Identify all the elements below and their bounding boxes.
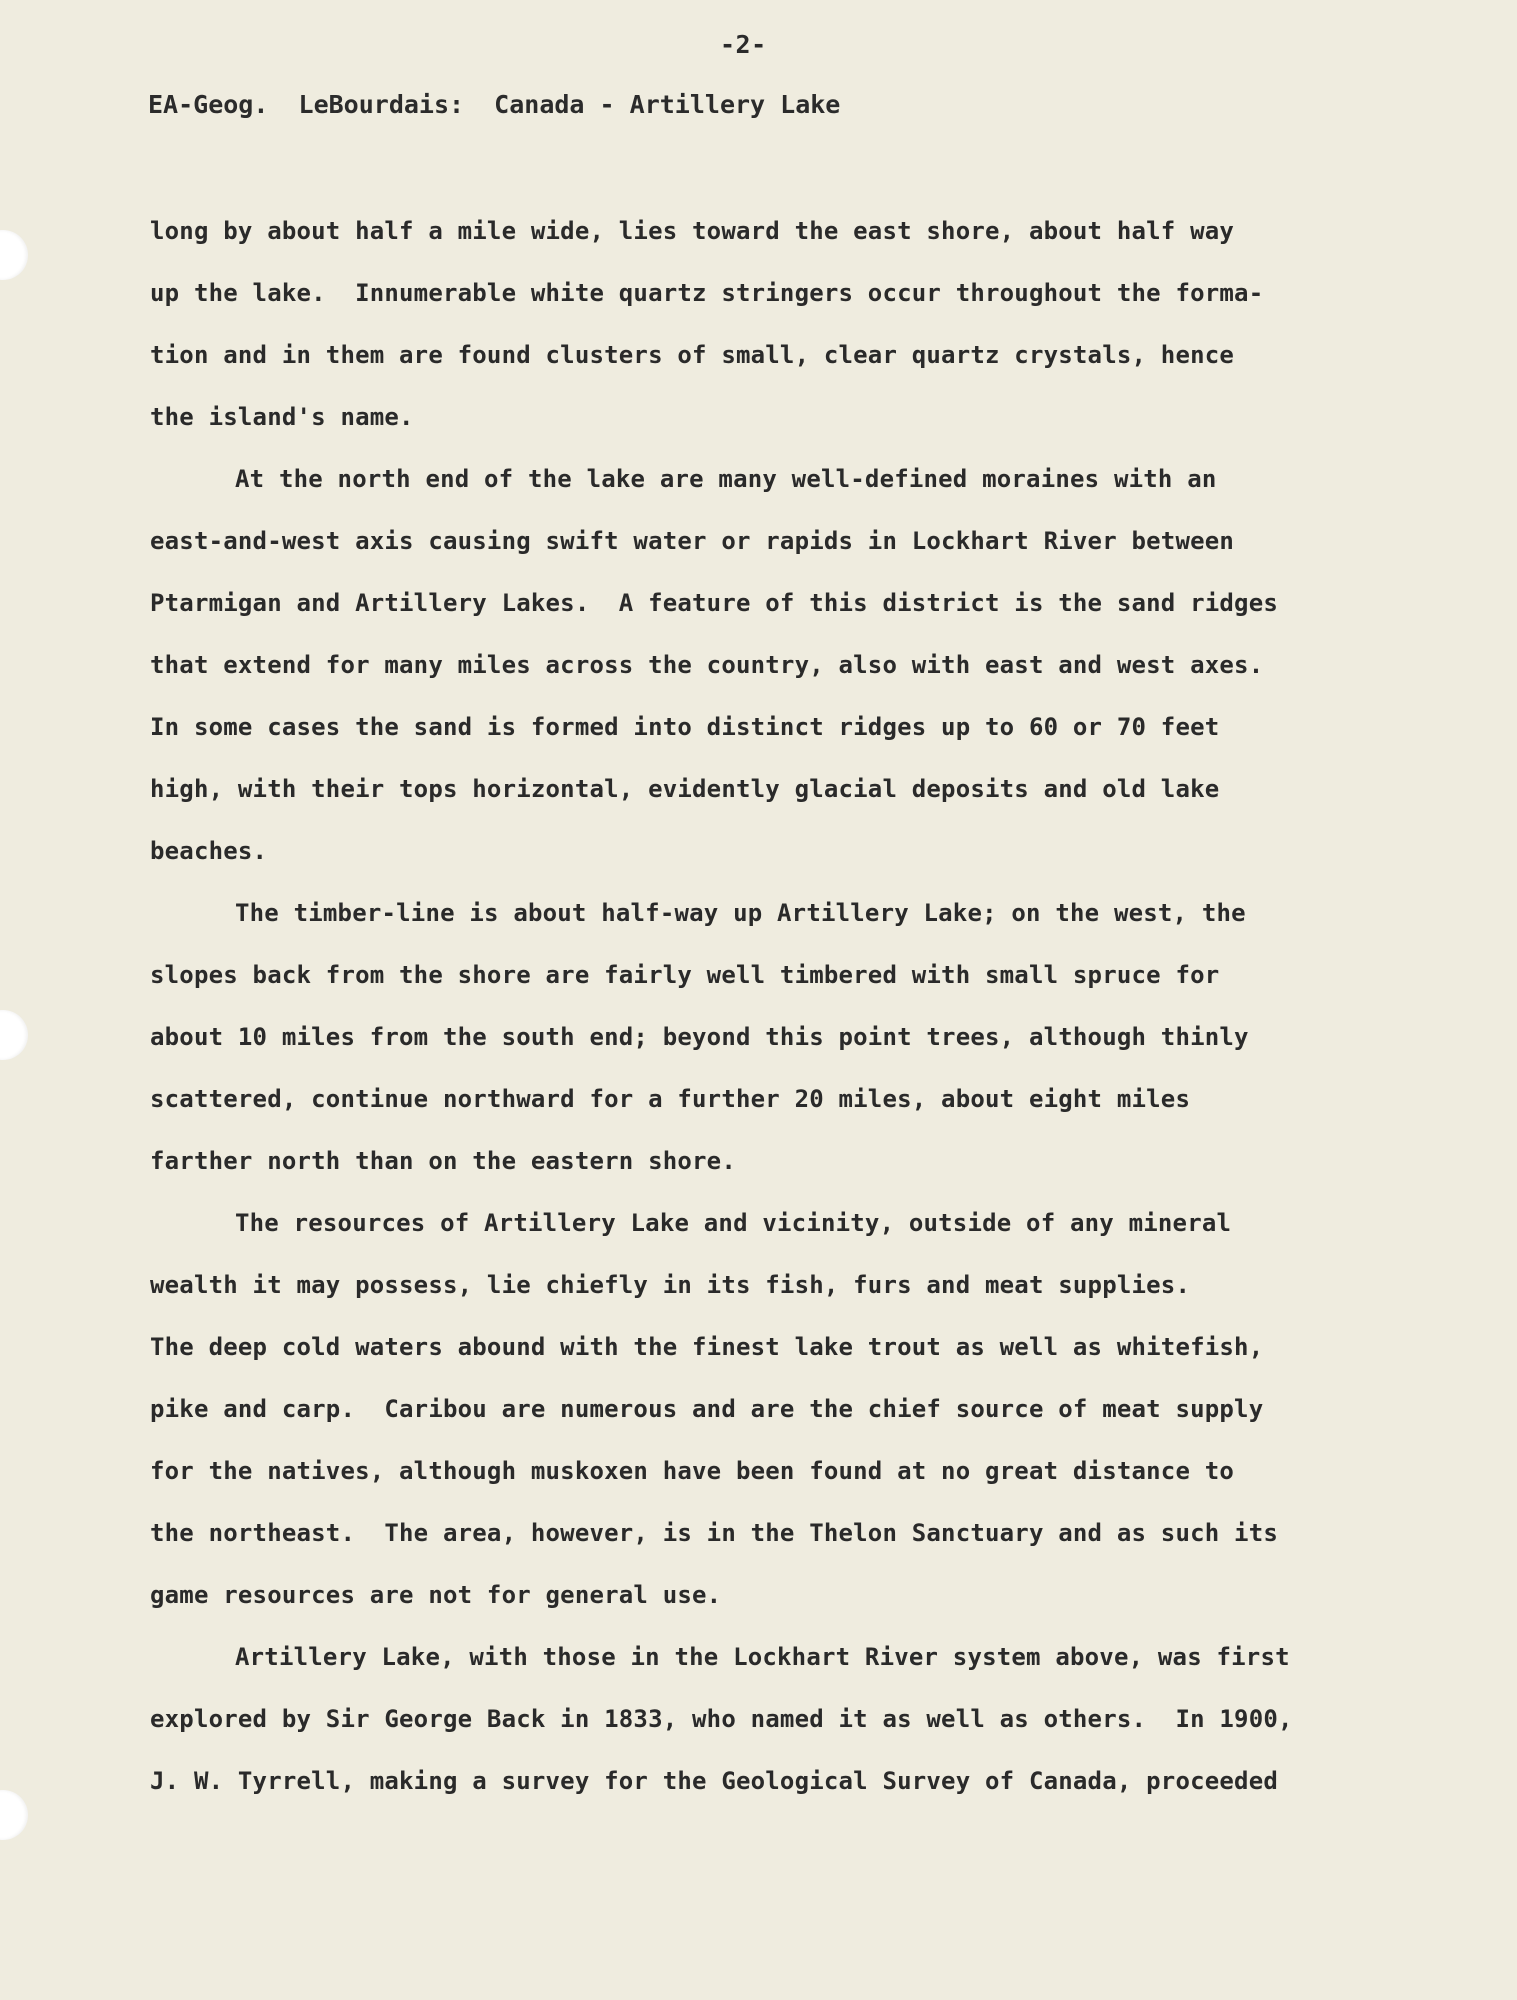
body-text — [150, 210, 1380, 1822]
text-line: farther north than on the eastern shore. — [150, 1147, 736, 1175]
text-line: In some cases the sand is formed into distinct ridges up to 60 or 70 feet — [150, 713, 1220, 741]
text-line: J. W. Tyrrell, making a survey for the Geological Survey of Canada, proceeded — [150, 1767, 1278, 1795]
paragraph — [150, 458, 1380, 892]
text-line: beaches. — [150, 837, 268, 865]
text-line: The timber-line is about half-way up Artillery Lake; on the west, the — [235, 899, 1246, 927]
text-line: scattered, continue northward for a further 20 miles, about eight miles — [150, 1085, 1191, 1113]
text-line: explored by Sir George Back in 1833, who named it as well as others. In 1900, — [150, 1705, 1293, 1733]
text-line: wealth it may possess, lie chiefly in its fish, furs and meat supplies. — [150, 1271, 1191, 1299]
paragraph — [150, 892, 1380, 1202]
text-line: the island's name. — [150, 403, 414, 431]
text-line: At the north end of the lake are many well-defined moraines with an — [235, 465, 1217, 493]
text-line: long by about half a mile wide, lies toward the east shore, about half way — [150, 217, 1235, 245]
paragraph — [150, 1636, 1380, 1822]
text-line: east-and-west axis causing swift water or rapids in Lockhart River between — [150, 527, 1235, 555]
text-line: high, with their tops horizontal, evidently glacial deposits and old lake — [150, 775, 1220, 803]
text-line: Artillery Lake, with those in the Lockhart River system above, was first — [235, 1643, 1290, 1671]
text-line: about 10 miles from the south end; beyond this point trees, although thinly — [150, 1023, 1249, 1051]
text-line: the northeast. The area, however, is in the Thelon Sanctuary and as such its — [150, 1519, 1278, 1547]
text-line: The deep cold waters abound with the finest lake trout as well as whitefish, — [150, 1333, 1264, 1361]
text-line: Ptarmigan and Artillery Lakes. A feature of this district is the sand ridges — [150, 589, 1278, 617]
text-line: up the lake. Innumerable white quartz stringers occur throughout the forma- — [150, 279, 1264, 307]
text-line: tion and in them are found clusters of small, clear quartz crystals, hence — [150, 341, 1235, 369]
page-number: -2- — [720, 30, 767, 59]
binder-hole-bottom — [0, 1790, 28, 1840]
text-line: game resources are not for general use. — [150, 1581, 722, 1609]
running-head: EA-Geog. LeBourdais: Canada - Artillery Lake — [148, 90, 841, 119]
text-line: The resources of Artillery Lake and vicinity, outside of any mineral — [235, 1209, 1232, 1237]
paragraph — [150, 1202, 1380, 1636]
text-line: that extend for many miles across the country, also with east and west axes. — [150, 651, 1264, 679]
text-line: pike and carp. Caribou are numerous and are the chief source of meat supply — [150, 1395, 1264, 1423]
text-line: slopes back from the shore are fairly well timbered with small spruce for — [150, 961, 1220, 989]
text-line: for the natives, although muskoxen have been found at no great distance to — [150, 1457, 1235, 1485]
paragraph — [150, 210, 1380, 458]
binder-hole-top — [0, 230, 28, 280]
binder-hole-middle — [0, 1010, 28, 1060]
